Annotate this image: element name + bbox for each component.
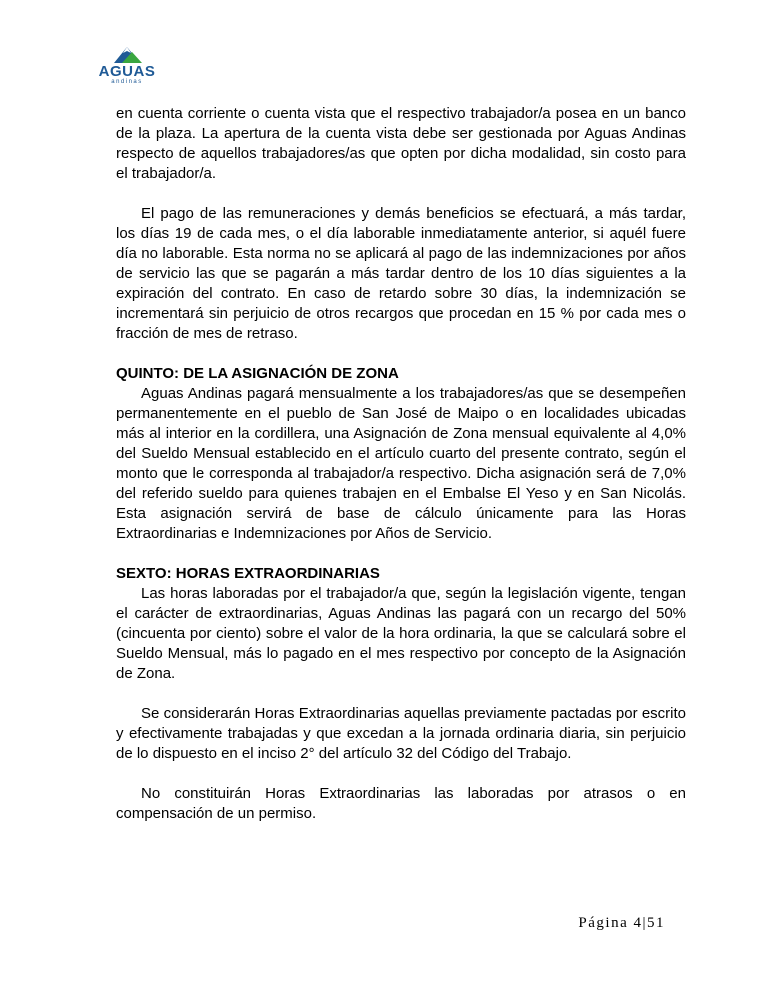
paragraph-asignacion-zona: Aguas Andinas pagará mensualmente a los trabajadores/as que se desempeñen permanentemente en el pueblo de San José de Maipo o en localidades ubicadas más al interior en la cordillera, una Asignación de Zona mensual equivalente al 4,0% del Sueldo Mensual establecido en el artículo cuarto del presente contrato, según el monto que le corresponda al trabajador/a respectivo. Dicha asignación será de 7,0% del referido sueldo para quienes trabajen en el Embalse El Yeso y en San Nicolás. Esta asignación servirá de base de cálculo únicamente para las Horas Extraordinarias e Indemnizaciones por Años de Servicio. xyxy=(116,385,686,542)
logo-subtext: andinas xyxy=(111,79,143,85)
section-heading-quinto: QUINTO: DE LA ASIGNACIÓN DE ZONA xyxy=(116,365,399,382)
section-heading-sexto: SEXTO: HORAS EXTRAORDINARIAS xyxy=(116,565,380,582)
mountain-logo-icon xyxy=(112,45,142,63)
aguas-andinas-logo xyxy=(98,45,156,87)
paragraph-pago-remuneraciones: El pago de las remuneraciones y demás beneficios se efectuará, a más tardar, los días 19 de cada mes, o el día laborable inmediatamente anterior, si aquél fuere día no laborable. Esta norma no se aplicará al pago de las indemnizaciones por años de servicio las que se pagarán a más tardar dentro de los 10 días siguientes a la expiración del contrato. En caso de retardo sobre 30 días, la indemnización se incrementará sin perjuicio de otros recargos que procedan en 15 % por cada mes o fracción de mes de retraso. xyxy=(116,205,686,342)
paragraph-horas-laboradas: Las horas laboradas por el trabajador/a que, según la legislación vigente, tengan el carácter de extraordinarias, Aguas Andinas las pagará con un recargo del 50% (cincuenta por ciento) sobre el valor de la hora ordinaria, la que se calculará sobre el Sueldo Mensual, más lo pagado en el mes respectivo por concepto de la Asignación de Zona. xyxy=(116,585,686,682)
document-body xyxy=(116,104,686,824)
page-number: Página 4|51 xyxy=(578,915,665,931)
paragraph-no-constituiran: No constituirán Horas Extraordinarias las laboradas por atrasos o en compensación de un permiso. xyxy=(116,785,686,822)
paragraph-horas-consideradas: Se considerarán Horas Extraordinarias aquellas previamente pactadas por escrito y efectivamente trabajadas y que excedan a la jornada ordinaria diaria, sin perjuicio de lo dispuesto en el inciso 2° del artículo 32 del Código del Trabajo. xyxy=(116,705,686,762)
paragraph-cuenta: en cuenta corriente o cuenta vista que el respectivo trabajador/a posea en un banco de la plaza. La apertura de la cuenta vista debe ser gestionada por Aguas Andinas respecto de aquellos trabajadores/as que opten por dicha modalidad, sin costo para el trabajador/a. xyxy=(116,105,686,182)
logo-wordmark: AGUAS xyxy=(98,63,156,80)
